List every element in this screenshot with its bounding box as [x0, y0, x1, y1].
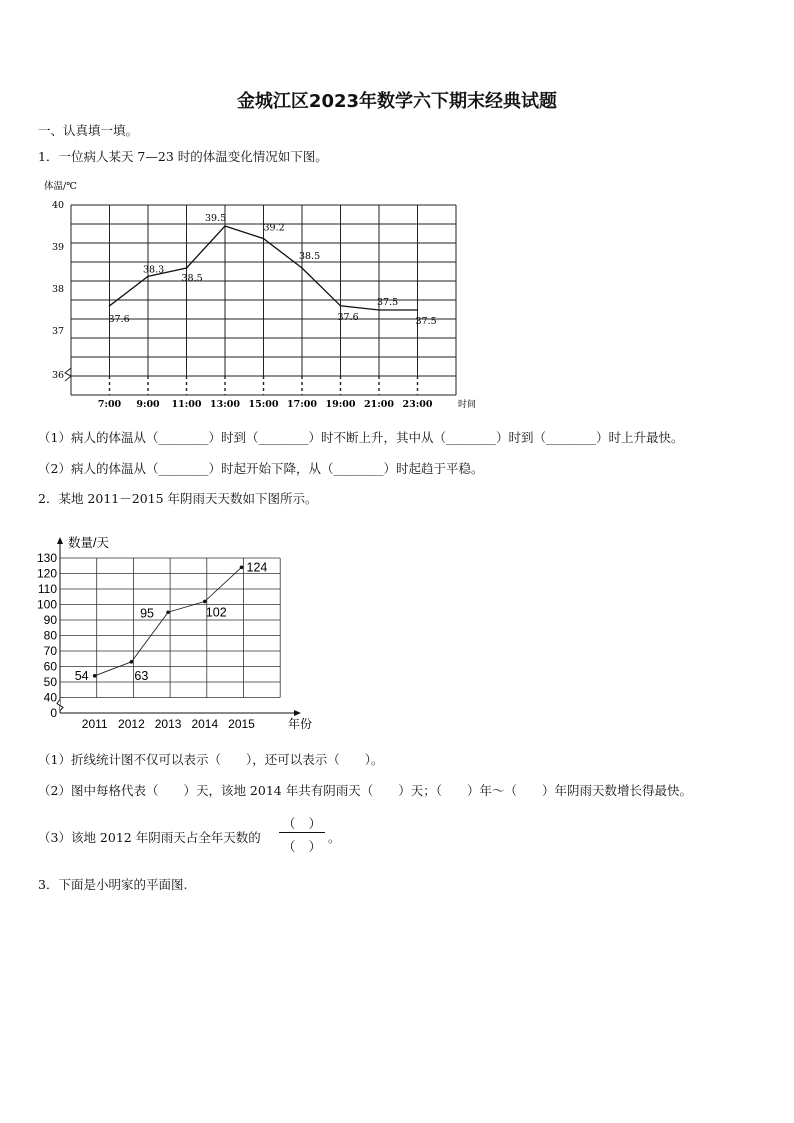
data-point — [203, 600, 207, 604]
y-axis-label: 体温/℃ — [44, 181, 77, 192]
data-point — [130, 660, 134, 664]
question-2-part-2: （2）图中每格代表（ ）天，该地 2014 年共有阴雨天（ ）天；（ ）年～（ ）年阴雨天数增长得最快。 — [38, 783, 692, 798]
x-tick-label: 21:00 — [364, 399, 394, 410]
data-label: 37.5 — [377, 297, 399, 308]
section-heading: 一、认真填一填。 — [38, 123, 139, 138]
data-point — [224, 225, 226, 227]
x-tick-label: 23:00 — [402, 399, 433, 410]
question-2-stem: 2．某地 2011－2015 年阴雨天天数如下图所示。 — [38, 491, 318, 506]
x-axis-label: 年份 — [287, 717, 313, 731]
data-label: 37.5 — [415, 316, 437, 327]
data-point — [109, 305, 111, 307]
y-axis-label: 数量/天 — [68, 536, 109, 550]
question-2-part-3-end: 。 — [328, 830, 341, 845]
temperature-line-chart — [30, 175, 480, 415]
data-point — [301, 267, 303, 269]
data-point — [263, 238, 265, 240]
y-tick-label: 90 — [43, 613, 57, 627]
y-tick-label: 60 — [43, 659, 57, 674]
x-tick-label: 11:00 — [171, 399, 202, 410]
y-tick-label: 50 — [43, 675, 57, 689]
y-tick-label: 36 — [52, 370, 65, 381]
rainy-days-series-line — [95, 567, 242, 676]
y-tick-label: 100 — [36, 597, 57, 612]
question-1-part-2: （2）病人的体温从（________）时起开始下降，从（________）时起趋于平稳。 — [38, 461, 484, 476]
data-point — [93, 674, 97, 678]
data-label: 124 — [246, 560, 268, 575]
y-tick-label: 39 — [52, 242, 65, 253]
data-label: 39.2 — [263, 222, 285, 234]
data-label: 63 — [134, 668, 149, 683]
y-tick-label: 80 — [43, 628, 57, 643]
data-label: 54 — [74, 668, 89, 683]
x-tick-label: 15:00 — [248, 399, 279, 410]
data-point — [417, 309, 419, 311]
y-tick-label: 70 — [43, 644, 57, 658]
y-tick-label: 0 — [50, 706, 57, 720]
x-tick-label: 7:00 — [97, 399, 122, 410]
y-tick-label: 130 — [36, 551, 57, 565]
x-tick-label: 13:00 — [210, 399, 240, 410]
question-3-stem: 3．下面是小明家的平面图. — [38, 877, 188, 892]
data-label: 37.6 — [108, 313, 130, 325]
data-label: 38.5 — [299, 251, 321, 262]
y-tick-label: 37 — [52, 326, 65, 337]
x-axis-label: 时间 — [458, 400, 477, 410]
x-tick-label: 2013 — [154, 717, 182, 731]
x-tick-label: 2015 — [228, 717, 255, 731]
y-tick-label: 40 — [43, 690, 57, 705]
y-axis-arrow — [57, 537, 63, 544]
y-tick-label: 120 — [36, 566, 57, 581]
data-label: 38.3 — [143, 264, 165, 276]
data-point — [186, 267, 188, 269]
data-point — [166, 610, 170, 614]
data-point — [378, 309, 380, 311]
x-tick-label: 9:00 — [136, 399, 160, 410]
axis-break-mark — [57, 700, 63, 711]
fraction-denominator-blank[interactable]: （ ） — [282, 840, 322, 855]
data-label: 102 — [205, 605, 227, 620]
data-label: 38.5 — [181, 273, 203, 284]
y-tick-label: 38 — [52, 284, 65, 295]
data-point — [340, 305, 342, 307]
x-tick-label: 19:00 — [325, 399, 356, 410]
fraction-bar — [279, 832, 325, 833]
answer-fraction — [279, 812, 325, 856]
data-label: 39.5 — [205, 213, 227, 224]
data-label: 37.6 — [337, 311, 359, 323]
data-label: 95 — [140, 606, 155, 621]
y-tick-label: 110 — [37, 582, 57, 596]
x-tick-label: 2011 — [81, 717, 108, 731]
question-1-part-1: （1）病人的体温从（________）时到（________）时不断上升，其中从（________）时到（________）时上升最快。 — [38, 430, 684, 445]
question-1-stem: 1．一位病人某天 7—23 时的体温变化情况如下图。 — [38, 149, 328, 164]
page-title: 金城江区2023年数学六下期末经典试题 — [236, 91, 558, 112]
rainy-days-line-chart — [30, 528, 320, 733]
data-point — [147, 276, 149, 278]
x-tick-label: 17:00 — [287, 399, 317, 410]
x-tick-label: 2014 — [191, 717, 219, 731]
data-point — [240, 566, 244, 570]
axis-break-mark — [65, 368, 71, 381]
fraction-numerator-blank[interactable]: （ ） — [282, 817, 322, 832]
x-axis-arrow — [294, 710, 301, 716]
x-tick-label: 2012 — [118, 717, 145, 731]
question-2-part-1: （1）折线统计图不仅可以表示（ ），还可以表示（ ）。 — [38, 752, 384, 767]
question-2-part-3: （3）该地 2012 年阴雨天占全年天数的 — [38, 830, 261, 845]
y-tick-label: 40 — [52, 200, 65, 211]
